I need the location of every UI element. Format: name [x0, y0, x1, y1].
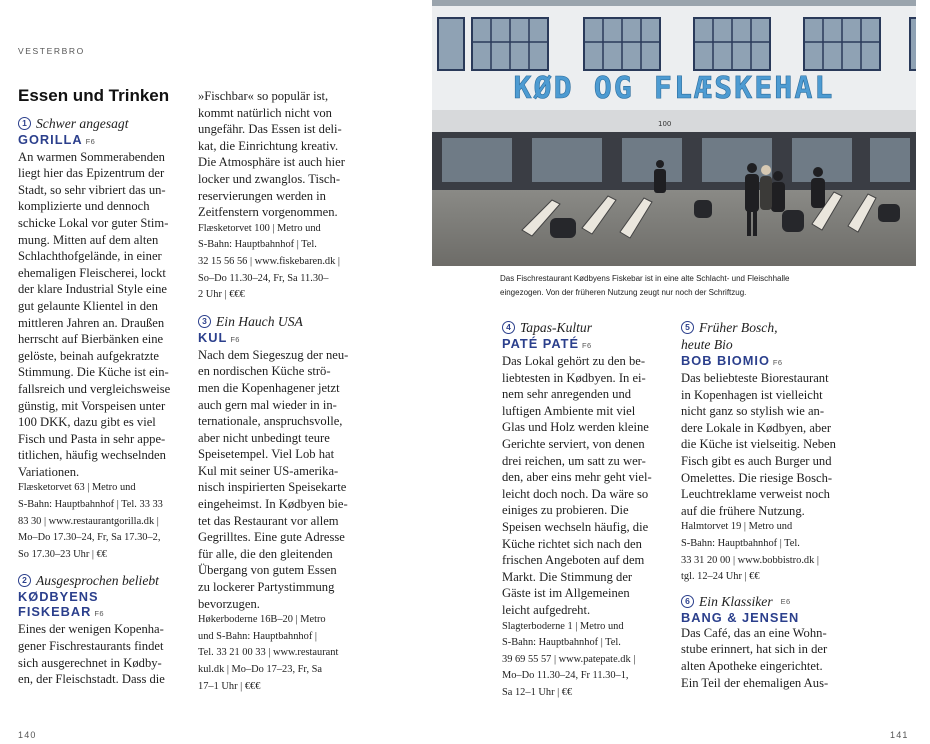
- entry-1-body-line: mittleren Jahren an. Draußen: [18, 315, 165, 330]
- restaurant-photo: [432, 0, 916, 266]
- entry-2-body-cont-line: locker und zwanglos. Tisch-: [198, 171, 341, 186]
- entry-6-heading: [681, 593, 845, 610]
- entry-1-body-line: Fisch und Pasta in sehr appe-: [18, 431, 166, 446]
- entry-2-info-line: 32 15 56 56 | www.fiskebaren.dk |: [198, 255, 341, 267]
- entry-1-body-line: schicke Lokal vor guter Stim-: [18, 215, 169, 230]
- entry-2-body-cont: [198, 88, 360, 221]
- page-number-left: 140: [18, 730, 37, 740]
- entry-6-number: 6: [681, 595, 694, 608]
- entry-1-number: 1: [18, 117, 31, 130]
- entry-1-body-line: günstig, mit Vorspeisen unter: [18, 398, 166, 413]
- entry-3-body-line: nisch inspirierten Speisekarte: [198, 480, 347, 495]
- entry-4-body-line: Speisen wechseln häufig, die: [502, 519, 649, 534]
- entry-1-heading: [18, 115, 182, 132]
- entry-5-info-line: Halmtorvet 19 | Metro und: [681, 521, 793, 533]
- entry-2-number: 2: [18, 574, 31, 587]
- entry-5-grid: F6: [772, 358, 783, 367]
- entry-5-body-line: Omelettes. Die riesige Bosch-: [681, 470, 833, 485]
- entry-2-info-line: Flæsketorvet 100 | Metro und: [198, 222, 321, 234]
- entry-4-info: [502, 619, 665, 702]
- entry-2-body-line: en, der Fleischstadt. Dass die: [18, 672, 165, 687]
- left-column-1: [18, 88, 182, 688]
- entry-3-body: [198, 347, 360, 613]
- entry-1-info-line: Mo–Do 17.30–24, Fr, Sa 17.30–2,: [18, 532, 161, 544]
- entry-3-body-line: Nach dem Siegeszug der neu-: [198, 347, 349, 362]
- entry-1-body: [18, 149, 182, 481]
- entry-3-info-line: Tel. 33 21 00 33 | www.restaurant: [198, 647, 339, 659]
- entry-5-body-line: Leuchtreklame verweist noch: [681, 487, 830, 502]
- page-number-right: 141: [890, 730, 909, 740]
- entry-1-body-line: Stadt, so sehr vibriert das un-: [18, 182, 166, 197]
- entry-4-body-line: Glas und Holz werden kleine: [502, 420, 649, 435]
- entry-1-body-line: Variationen.: [18, 464, 80, 479]
- entry-3-body-line: bevorzugen.: [198, 596, 260, 611]
- entry-1-info: [18, 480, 182, 563]
- entry-3-name: KUL: [198, 329, 228, 345]
- entry-4-body-line: leicht doch noch. Da wäre so: [502, 486, 649, 501]
- entry-2-body-cont-line: Die Atmosphäre ist auch hier: [198, 155, 345, 170]
- entry-6-body-line: Ein Teil der ehemaligen Aus-: [681, 675, 829, 690]
- entry-5-venue: [681, 353, 845, 370]
- entry-1-body-line: gut gelaunte Klientel in den: [18, 298, 158, 313]
- entry-6-body-line: Das Café, das an eine Wohn-: [681, 625, 827, 640]
- entry-3-info-line: Høkerboderne 16B–20 | Metro: [198, 614, 326, 626]
- entry-5-info-line: tgl. 12–24 Uhr | €€: [681, 571, 760, 583]
- entry-3-heading: [198, 313, 360, 330]
- entry-5-body-line: nicht ganz so stylish wie an-: [681, 404, 825, 419]
- right-column-2: [681, 318, 845, 691]
- entry-4-number: 4: [502, 321, 515, 334]
- entry-3-body-line: Gegrilltes. Eine gute Adresse: [198, 530, 345, 545]
- entry-6-body: [681, 625, 845, 691]
- entry-2-body-line: sich ausgerechnet in Kødby-: [18, 655, 162, 670]
- entry-3-info: [198, 612, 360, 695]
- entry-1-body-line: mung. Mitten auf dem alten: [18, 232, 159, 247]
- entry-3-info-line: und S-Bahn: Hauptbahnhof |: [198, 630, 317, 642]
- entry-4-body: [502, 353, 665, 619]
- entry-3-body-line: Speisetempel. Viel Lob hat: [198, 447, 335, 462]
- running-head: VESTERBRO: [18, 46, 85, 56]
- entry-2-subtitle: Ausgesprochen beliebt: [36, 573, 159, 589]
- entry-5-body: [681, 370, 845, 519]
- entry-1-grid: F6: [85, 136, 96, 146]
- entry-3-body-line: zu lockerer Partystimmung: [198, 580, 335, 595]
- entry-3-grid: F6: [230, 334, 240, 344]
- entry-3-info-line: 17–1 Uhr | €€€: [198, 680, 261, 692]
- entry-5-body-line: die Küche ist vielseitig. Neben: [681, 437, 836, 452]
- entry-4-info-line: Sa 12–1 Uhr | €€: [502, 686, 573, 698]
- entry-2-body-cont-line: kommt natürlich nicht von: [198, 105, 332, 120]
- entry-5-name: BOB BIOMIO: [681, 353, 770, 368]
- entry-3-body-line: ternationale, anspruchsvolle,: [198, 414, 343, 429]
- entry-4-subtitle: Tapas-Kultur: [520, 320, 593, 335]
- entry-1-name: GORILLA: [18, 131, 83, 147]
- entry-4-body-line: Küche richtet sich nach den: [502, 536, 642, 551]
- entry-5-heading: [681, 319, 845, 336]
- entry-1-body-line: titlichen, häufig wechselnden: [18, 448, 166, 463]
- entry-3-subtitle: Ein Hauch USA: [216, 313, 303, 329]
- entry-4-body-line: nem sehr anregenden und: [502, 387, 632, 402]
- entry-5-number: 5: [681, 321, 694, 334]
- entry-2-body-cont-line: reservierungen werden in: [198, 188, 326, 203]
- entry-2-body-cont-line: »Fischbar« so populär ist,: [198, 89, 329, 103]
- entry-5-body-line: Fisch gibt es auch Burger und: [681, 453, 832, 468]
- entry-2-venue-line1: KØDBYENS: [18, 589, 99, 605]
- entry-2-info-line: So–Do 11.30–24, Fr, Sa 11.30–: [198, 272, 329, 284]
- entry-3-body-line: auch gern mal wieder in in-: [198, 397, 337, 412]
- caption-lines-line: Das Fischrestaurant Kødbyens Fiskebar ist in eine alte Schlacht- und Fleischhalle: [500, 274, 790, 283]
- entry-4-body-line: frischen Angeboten auf dem: [502, 553, 645, 568]
- entry-1-body-line: fallsreich und vergleichsweise: [18, 381, 171, 396]
- caption-lines: [500, 272, 920, 300]
- entry-4-body-line: Markt. Die Stimmung der: [502, 569, 633, 584]
- photo-illustration: [432, 0, 916, 266]
- entry-5-subtitle-1: Früher Bosch,: [699, 320, 778, 335]
- entry-5-body-line: auf die frühere Nutzung.: [681, 503, 805, 518]
- entry-4-body-line: Gäste ist im Allgemeinen: [502, 586, 630, 601]
- entry-4-name: PATÉ PATÉ: [502, 336, 580, 351]
- entry-3-venue: [198, 330, 360, 347]
- entry-1-body-line: An warmen Sommerabenden: [18, 149, 165, 164]
- entry-3-body-line: en nordischen Küche strö-: [198, 364, 331, 379]
- entry-4-info-line: Mo–Do 11.30–24, Fr 11.30–1,: [502, 670, 629, 682]
- entry-1-body-line: komplizierte und dennoch: [18, 199, 150, 214]
- entry-5-subtitle-2: heute Bio: [681, 337, 733, 352]
- entry-1-body-line: liegt hier das Epizentrum der: [18, 166, 165, 181]
- entry-6-body-line: stube erinnert, hat sich in der: [681, 642, 828, 657]
- entry-1-body-line: Schlachthofgelände, in einer: [18, 249, 162, 264]
- entry-2-name: FISKEBAR: [18, 604, 92, 620]
- entry-1-info-line: 83 30 | www.restaurantgorilla.dk |: [18, 515, 159, 527]
- entry-1-body-line: herrscht auf Bierbänken eine: [18, 332, 164, 347]
- entry-1-body-line: 100 DKK, dazu gibt es viel: [18, 415, 156, 430]
- photo-door-number: 100: [658, 120, 672, 128]
- entry-5-body-line: dere Lokale in Kødbyen, aber: [681, 420, 832, 435]
- entry-4-info-line: Slagterboderne 1 | Metro und: [502, 620, 624, 632]
- entry-3-info-line: kul.dk | Mo–Do 17–23, Fr, Sa: [198, 664, 323, 675]
- entry-4-venue: [502, 336, 665, 353]
- section-title: Essen und Trinken: [18, 86, 170, 105]
- entry-1-info-line: So 17.30–23 Uhr | €€: [18, 548, 107, 560]
- entry-2-venue-line2: [18, 604, 182, 621]
- entry-4-info-line: 39 69 55 57 | www.patepate.dk |: [502, 653, 636, 665]
- entry-5-heading-2: [681, 336, 845, 353]
- entry-2-body-line: Eines der wenigen Kopenha-: [18, 622, 164, 637]
- left-column-2: [198, 88, 360, 695]
- entry-2-body-cont-line: kat, die Einrichtung kreativ.: [198, 138, 339, 153]
- entry-3-body-line: tet das Restaurant vor allem: [198, 513, 339, 528]
- entry-4-body-line: drei reichen, um satt zu wer-: [502, 453, 646, 468]
- entry-4-body-line: den, aber eins mehr geht viel-: [502, 470, 652, 485]
- entry-2-heading: [18, 572, 182, 589]
- entry-1-body-line: der klare Industrial Style eine: [18, 282, 167, 297]
- entry-1-info-line: Flæsketorvet 63 | Metro und: [18, 482, 136, 494]
- entry-5-info: [681, 519, 845, 585]
- entry-4-grid: F6: [582, 341, 592, 350]
- entry-4-body-line: luftigen Ambiente mit viel: [502, 403, 636, 418]
- entry-6-venue: BANG & JENSEN: [681, 609, 800, 625]
- entry-1-body-line: ehemaligen Fleischerei, lockt: [18, 265, 166, 280]
- entry-6-grid: E6: [780, 596, 791, 606]
- entry-4-body-line: Gerichte serviert, von denen: [502, 436, 645, 451]
- entry-4-info-line: S-Bahn: Hauptbahnhof | Tel.: [502, 637, 621, 649]
- entry-3-body-line: men die Kopenhagener jetzt: [198, 380, 340, 395]
- entry-3-body-line: Kul mit seiner US-amerika-: [198, 463, 339, 478]
- entry-2-body: [18, 621, 182, 687]
- caption-lines-line: eingezogen. Von der früheren Nutzung zeugt nur noch der Schriftzug.: [500, 288, 747, 297]
- entry-4-body-line: Das Lokal gehört zu den be-: [502, 354, 646, 368]
- entry-2-body-cont-line: ungefähr. Das Essen ist deli-: [198, 122, 342, 137]
- entry-5-info-line: S-Bahn: Hauptbahnhof | Tel.: [681, 537, 800, 549]
- entry-6-subtitle: Ein Klassiker: [699, 593, 773, 609]
- entry-4-heading: [502, 319, 665, 336]
- entry-3-body-line: Übergang von gutem Essen: [198, 563, 337, 578]
- photo-caption: [500, 272, 920, 300]
- entry-4-body-line: liebtesten in Kødbyen. In ei-: [502, 370, 646, 385]
- entry-1-body-line: gelöste, beinah aufgekratzte: [18, 348, 159, 363]
- entry-2-grid: F6: [94, 609, 104, 619]
- right-column-1: [502, 318, 665, 701]
- entry-3-body-line: eingeheimst. In Kødbyen bie-: [198, 497, 348, 512]
- entry-5-body-line: Das beliebteste Biorestaurant: [681, 371, 829, 385]
- entry-1-venue: [18, 132, 182, 149]
- entry-2-info-line: 2 Uhr | €€€: [198, 289, 245, 301]
- entry-2-info-line: S-Bahn: Hauptbahnhof | Tel.: [198, 239, 317, 251]
- entry-3-body-line: aber nicht unbedingt teure: [198, 430, 330, 445]
- entry-1-body-line: Stimmung. Die Küche ist ein-: [18, 365, 169, 380]
- entry-2-body-cont-line: Zeitfenstern vorgenommen.: [198, 205, 338, 220]
- entry-1-subtitle: Schwer angesagt: [36, 115, 129, 131]
- entry-5-body-line: in Kopenhagen ist vielleicht: [681, 387, 823, 402]
- entry-4-body-line: einiges zu probieren. Die: [502, 503, 629, 518]
- entry-4-body-line: leicht aufgedreht.: [502, 602, 591, 617]
- entry-3-body-line: für alle, die den gleitenden: [198, 546, 333, 561]
- entry-6-body-line: alten Apotheke eingerichtet.: [681, 658, 823, 673]
- entry-1-info-line: S-Bahn: Hauptbahnhof | Tel. 33 33: [18, 499, 163, 511]
- entry-5-info-line: 33 31 20 00 | www.bobbistro.dk |: [681, 554, 819, 566]
- entry-2-info: [198, 221, 360, 304]
- photo-sign-text: KØD OG FLÆSKEHAL: [513, 71, 835, 106]
- entry-2-body-line: gener Fischrestaurants findet: [18, 639, 164, 654]
- entry-3-number: 3: [198, 315, 211, 328]
